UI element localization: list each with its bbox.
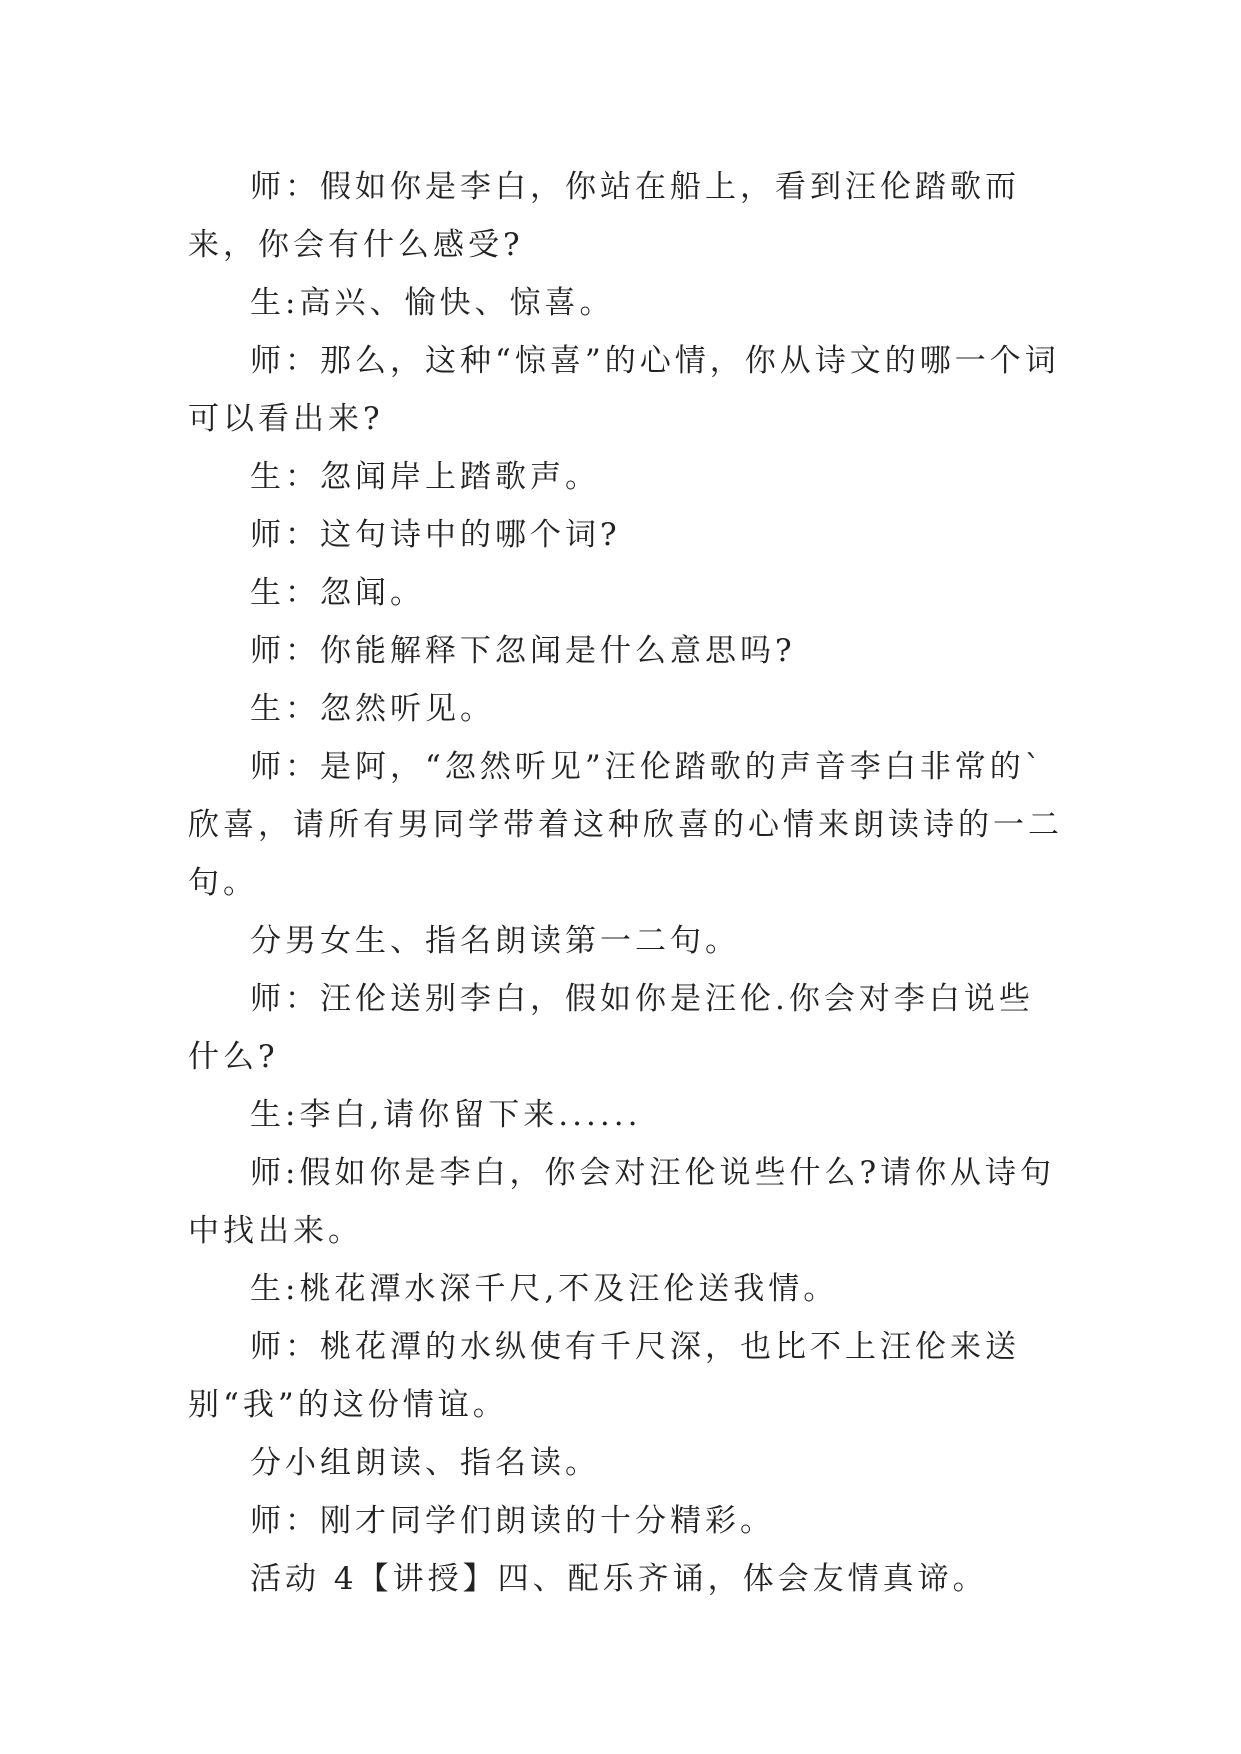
paragraph: 分男女生、指名朗读第一二句。 bbox=[250, 923, 740, 959]
paragraph: 师：这句诗中的哪个词? bbox=[250, 517, 621, 553]
paragraph: 师:假如你是李白，你会对汪伦说些什么?请你从诗句中找出来。 bbox=[188, 1155, 1056, 1249]
paragraph: 生：忽然听见。 bbox=[250, 691, 495, 727]
document-body bbox=[188, 158, 1068, 1608]
paragraph: 师：刚才同学们朗读的十分精彩。 bbox=[250, 1503, 775, 1539]
paragraph: 师：桃花潭的水纵使有千尺深，也比不上汪伦来送别“我”的这份情谊。 bbox=[188, 1329, 1020, 1423]
paragraph: 生：忽闻。 bbox=[250, 575, 425, 611]
paragraph: 活动 4【讲授】四、配乐齐诵，体会友情真谛。 bbox=[250, 1561, 988, 1597]
paragraph: 师：假如你是李白，你站在船上，看到汪伦踏歌而来，你会有什么感受? bbox=[188, 169, 1020, 263]
paragraph: 分小组朗读、指名读。 bbox=[250, 1445, 600, 1481]
paragraph: 生:李白,请你留下来...... bbox=[250, 1097, 642, 1133]
paragraph: 师：汪伦送别李白，假如你是汪伦.你会对李白说些什么? bbox=[188, 981, 1034, 1075]
paragraph: 生:高兴、愉快、惊喜。 bbox=[250, 285, 615, 321]
paragraph: 师：那么，这种“惊喜”的心情，你从诗文的哪一个词可以看出来? bbox=[188, 343, 1060, 437]
paragraph: 师：你能解释下忽闻是什么意思吗? bbox=[250, 633, 796, 669]
paragraph: 生:桃花潭水深千尺,不及汪伦送我情。 bbox=[250, 1271, 839, 1307]
paragraph: 师：是阿，“忽然听见”汪伦踏歌的声音李白非常的`欣喜，请所有男同学带着这种欣喜的心情来朗读诗的一二句。 bbox=[188, 749, 1063, 901]
paragraph: 生：忽闻岸上踏歌声。 bbox=[250, 459, 600, 495]
